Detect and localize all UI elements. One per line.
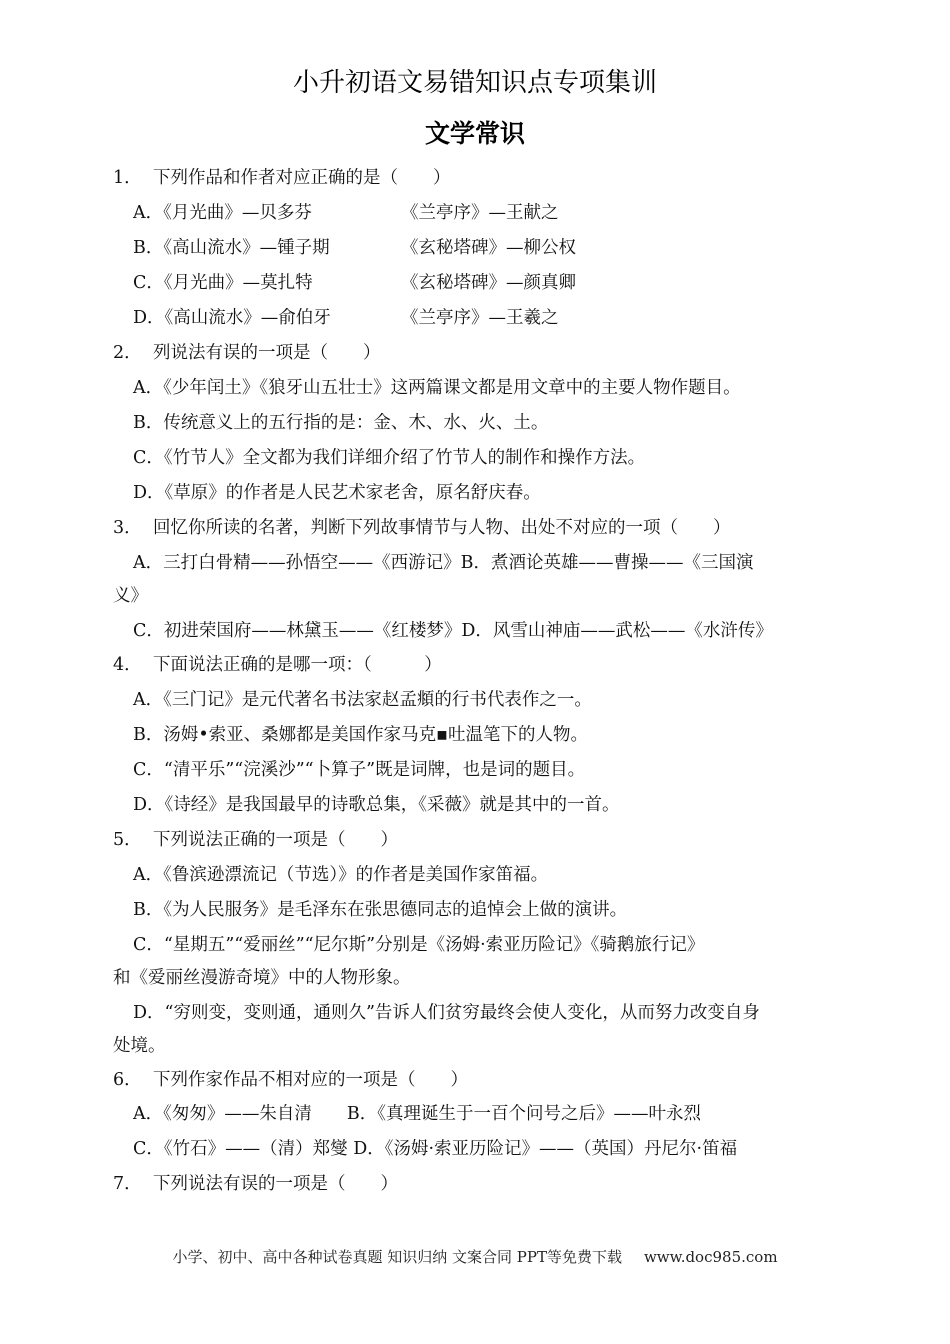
option-2c: C．《竹节人》全文都为我们详细介绍了竹节人的制作和操作方法。 xyxy=(133,448,646,468)
option-5b: B．《为人民服务》是毛泽东在张思德同志的追悼会上做的演讲。 xyxy=(133,900,628,920)
option-1b: B．《高山流水》—锺子期 xyxy=(133,238,330,258)
option-1d-pair: 《兰亭序》—王羲之 xyxy=(401,308,559,328)
question-stem: 下列说法有误的一项是（ ） xyxy=(153,1174,398,1194)
question-4 xyxy=(113,653,442,677)
option-3ab-cont: 义》 xyxy=(113,586,148,606)
question-number: 5． xyxy=(113,830,142,850)
question-number: 2． xyxy=(113,343,142,363)
option-4c: C．“清平乐”“浣溪沙”“卜算子”既是词牌，也是词的题目。 xyxy=(133,760,586,780)
option-4d: D．《诗经》是我国最早的诗歌总集，《采薇》就是其中的一首。 xyxy=(133,795,620,815)
option-4a: A．《三门记》是元代著名书法家赵孟頫的行书代表作之一。 xyxy=(133,690,592,710)
option-3cd: C．初进荣国府——林黛玉——《红楼梦》D．风雪山神庙——武松——《水浒传》 xyxy=(133,621,773,641)
question-number: 1． xyxy=(113,168,142,188)
question-number: 7． xyxy=(113,1174,142,1194)
question-6 xyxy=(113,1068,468,1092)
question-3 xyxy=(113,516,731,540)
question-number: 3． xyxy=(113,518,142,538)
option-1a xyxy=(133,201,312,225)
question-stem: 回忆你所读的名著，判断下列故事情节与人物、出处不对应的一项（ ） xyxy=(153,518,731,538)
question-stem: 列说法有误的一项是（ ） xyxy=(153,343,381,363)
question-stem: 下列作家作品不相对应的一项是（ ） xyxy=(153,1070,468,1090)
footer-text: 小学、初中、高中各种试卷真题 知识归纳 文案合同 PPT等免费下载 xyxy=(172,1248,622,1266)
option-1b-pair: 《玄秘塔碑》—柳公权 xyxy=(401,238,576,258)
option-1a-pair: 《兰亭序》—王献之 xyxy=(401,203,559,223)
option-5c-cont: 和《爱丽丝漫游奇境》中的人物形象。 xyxy=(113,968,411,988)
question-1 xyxy=(113,166,451,190)
question-stem: 下列作品和作者对应正确的是（ ） xyxy=(153,168,451,188)
question-stem: 下列说法正确的一项是（ ） xyxy=(153,830,398,850)
option-2d: D．《草原》的作者是人民艺术家老舍，原名舒庆春。 xyxy=(133,483,541,503)
option-5c: C．“星期五”“爱丽丝”“尼尔斯”分别是《汤姆·索亚历险记》《骑鹅旅行记》 xyxy=(133,935,705,955)
question-2 xyxy=(113,341,381,365)
option-2b: B．传统意义上的五行指的是：金、木、水、火、土。 xyxy=(133,413,549,433)
option-3ab: A．三打白骨精——孙悟空——《西游记》B．煮酒论英雄——曹操——《三国演 xyxy=(133,553,754,573)
question-7 xyxy=(113,1172,398,1196)
question-number: 4． xyxy=(113,655,142,675)
option-6ab: A．《匆匆》——朱自清 B．《真理诞生于一百个问号之后》——叶永烈 xyxy=(133,1104,701,1124)
option-1d: D．《高山流水》—俞伯牙 xyxy=(133,308,331,328)
page-title: 小升初语文易错知识点专项集训 xyxy=(292,68,657,98)
question-stem: 下面说法正确的是哪一项：（ ） xyxy=(153,655,442,675)
option-6cd: C．《竹石》——（清）郑燮 D．《汤姆·索亚历险记》——（英国）丹尼尔·笛福 xyxy=(133,1139,738,1159)
question-5 xyxy=(113,828,398,852)
option-5d: D．“穷则变，变则通，通则久”告诉人们贫穷最终会使人变化，从而努力改变自身 xyxy=(133,1003,760,1023)
page-footer xyxy=(0,1246,950,1267)
option-1c-pair: 《玄秘塔碑》—颜真卿 xyxy=(401,273,576,293)
option-5a: A．《鲁滨逊漂流记（节选）》的作者是美国作家笛福。 xyxy=(133,865,549,885)
option-5d-cont: 处境。 xyxy=(113,1036,166,1056)
page-subtitle: 文学常识 xyxy=(424,119,525,148)
option-1c: C．《月光曲》—莫扎特 xyxy=(133,273,313,293)
option-text: A．《月光曲》—贝多芬 xyxy=(133,203,312,223)
question-number: 6． xyxy=(113,1070,142,1090)
footer-url[interactable]: www.doc985.com xyxy=(643,1248,778,1266)
option-4b: B．汤姆•索亚、桑娜都是美国作家马克▪吐温笔下的人物。 xyxy=(133,725,589,745)
option-2a: A．《少年闰土》《狼牙山五壮士》这两篇课文都是用文章中的主要人物作题目。 xyxy=(133,378,741,398)
